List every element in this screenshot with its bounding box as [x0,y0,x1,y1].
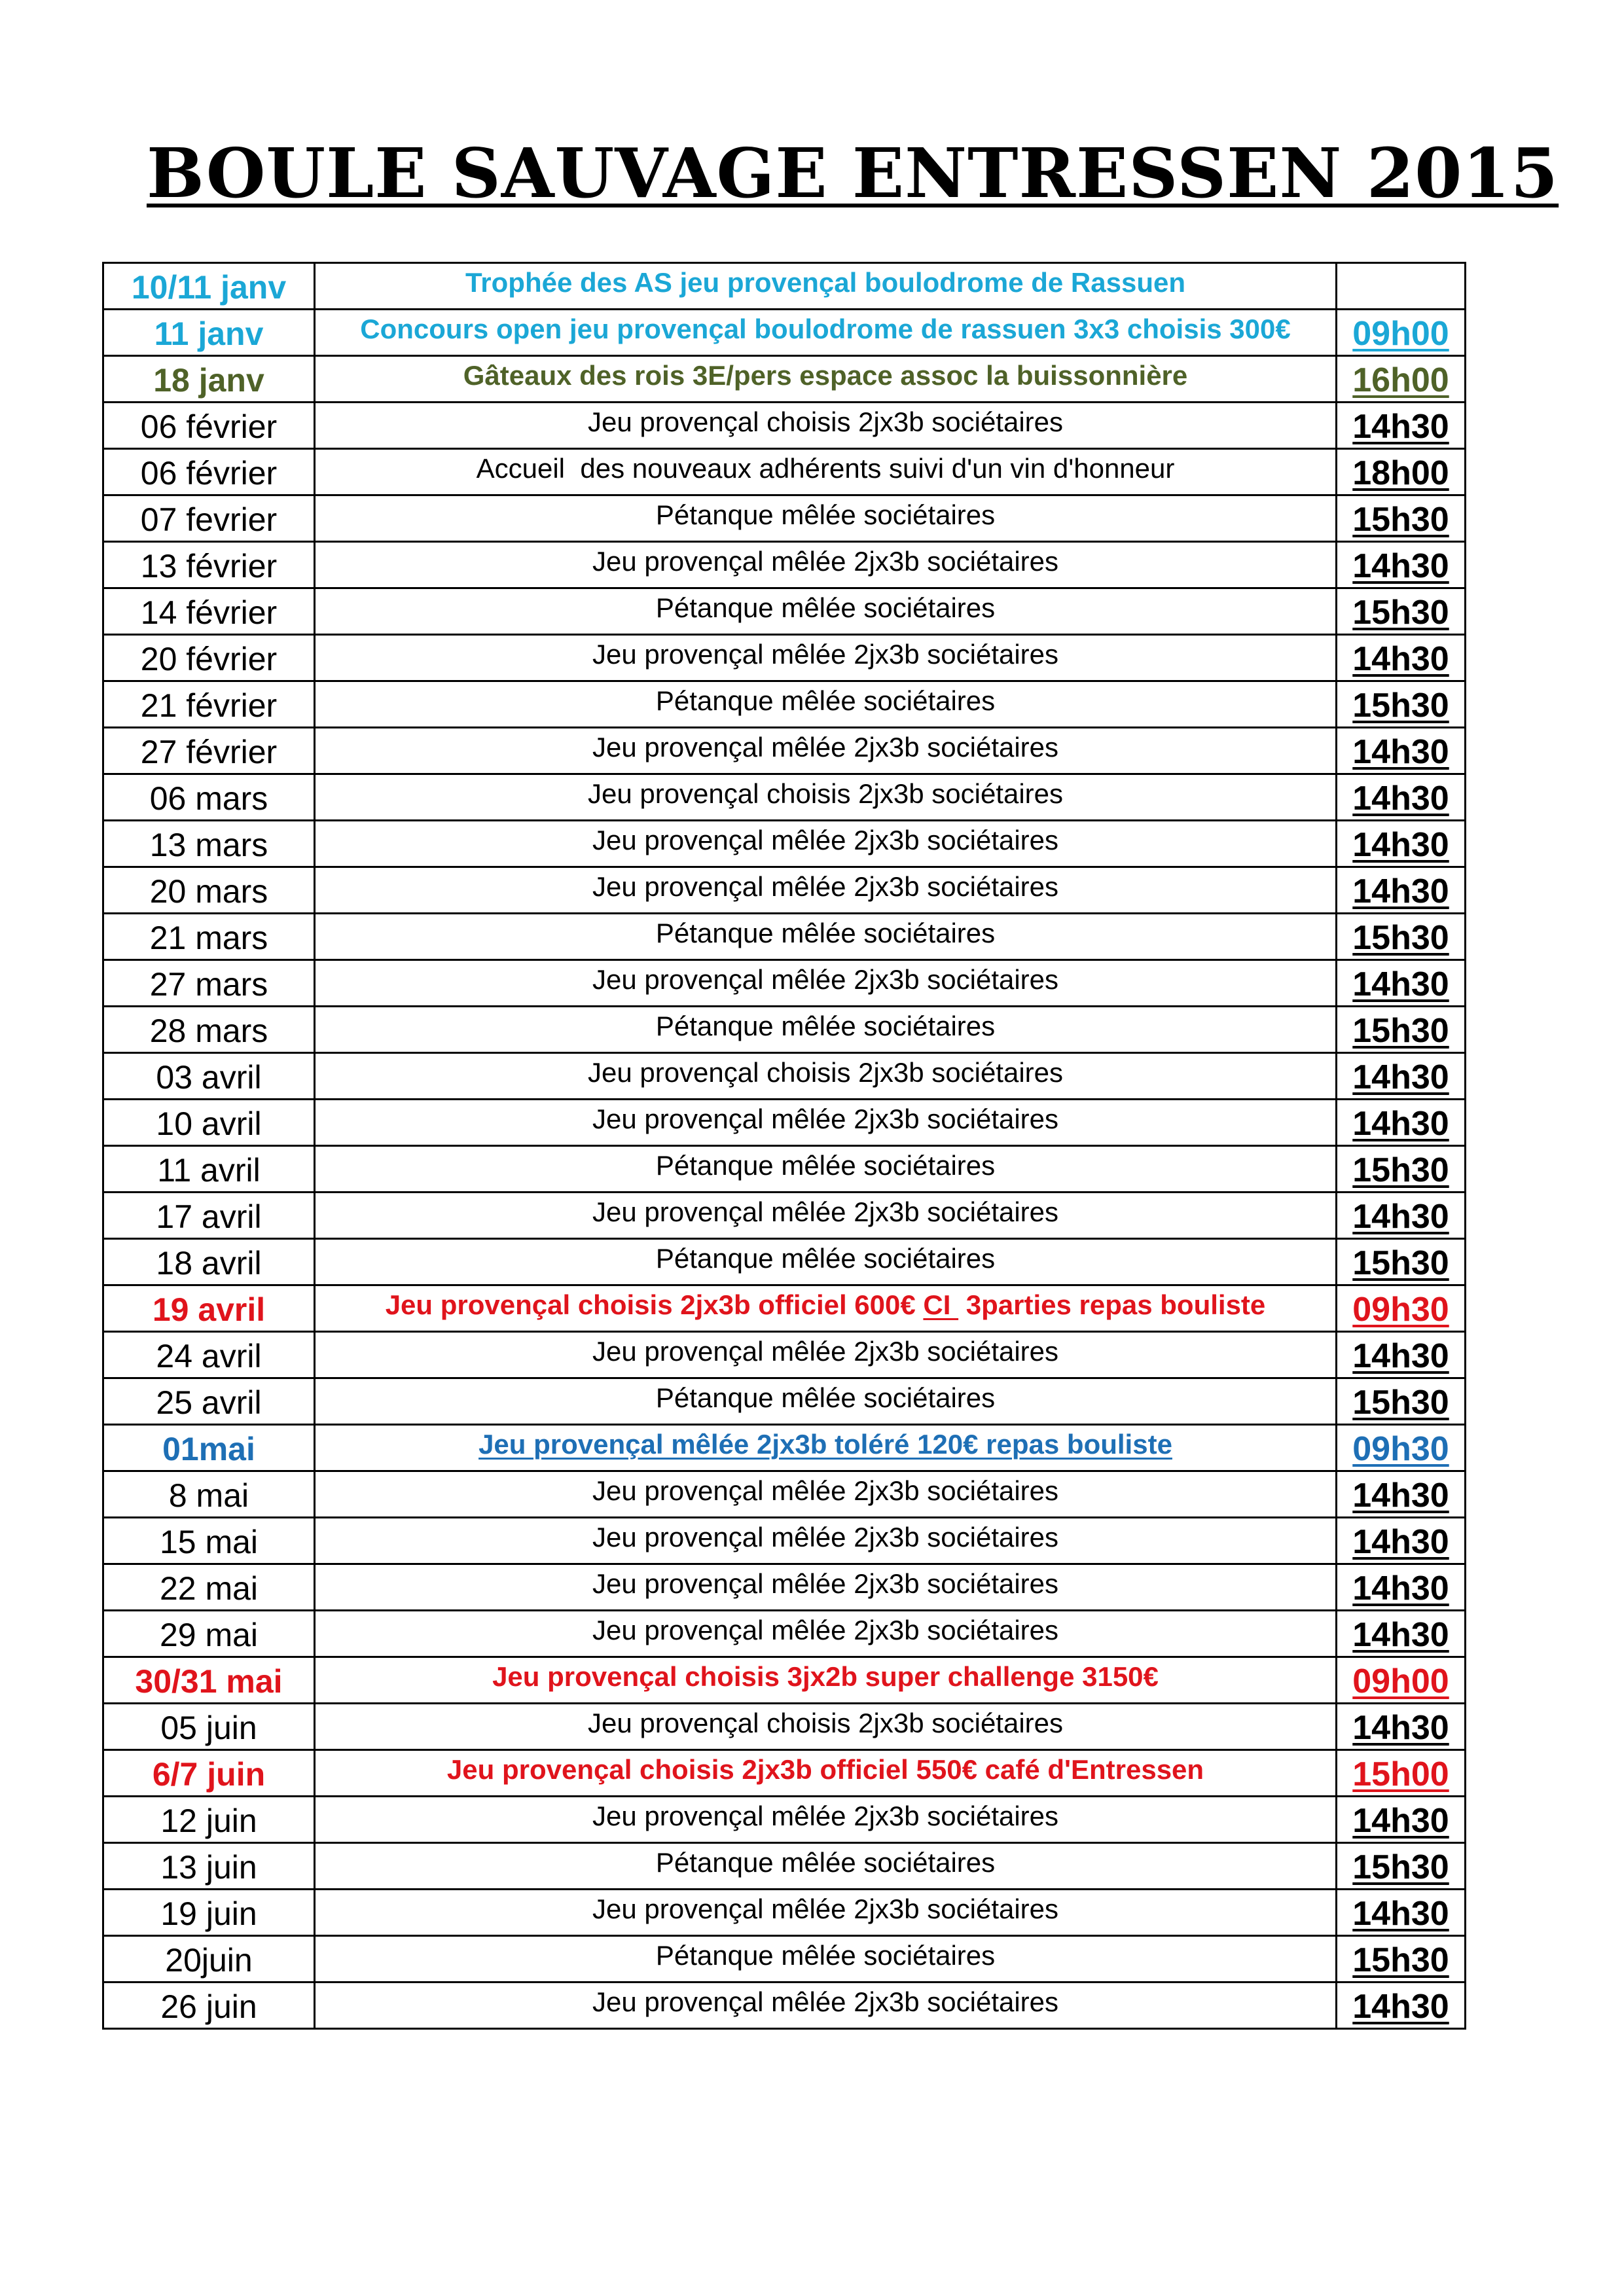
time-cell: 14h30 [1337,821,1466,867]
date-cell: 29 mai [103,1611,315,1657]
time-cell: 14h30 [1337,1611,1466,1657]
table-row [103,635,1466,681]
table-row [103,495,1466,542]
event-cell: Pétanque mêlée sociétaires [315,1239,1337,1285]
date-cell: 03 avril [103,1053,315,1100]
table-row [103,1518,1466,1564]
date-cell: 27 février [103,728,315,774]
table-row [103,681,1466,728]
page-title: BOULE SAUVAGE ENTRESSEN 2015 [147,133,1559,213]
event-cell: Jeu provençal mêlée 2jx3b sociétaires [315,1332,1337,1378]
table-row [103,310,1466,356]
date-cell: 28 mars [103,1007,315,1053]
table-row [103,1425,1466,1471]
time-cell: 14h30 [1337,1518,1466,1564]
time-cell: 16h00 [1337,356,1466,403]
date-cell: 20 février [103,635,315,681]
table-row [103,403,1466,449]
date-cell: 13 mars [103,821,315,867]
time-cell: 14h30 [1337,1471,1466,1518]
date-cell: 6/7 juin [103,1750,315,1797]
date-cell: 12 juin [103,1797,315,1843]
event-cell: Jeu provençal mêlée 2jx3b sociétaires [315,960,1337,1007]
table-row [103,960,1466,1007]
schedule-body [103,263,1466,2029]
date-cell: 01mai [103,1425,315,1471]
event-cell: Jeu provençal mêlée 2jx3b sociétaires [315,867,1337,914]
table-row [103,1239,1466,1285]
date-cell: 26 juin [103,1982,315,2029]
time-cell: 15h30 [1337,1007,1466,1053]
date-cell: 24 avril [103,1332,315,1378]
date-cell: 21 février [103,681,315,728]
event-cell: Jeu provençal choisis 3jx2b super challenge 3150€ [315,1657,1337,1704]
time-cell: 15h00 [1337,1750,1466,1797]
table-row [103,1564,1466,1611]
time-cell: 09h30 [1337,1425,1466,1471]
table-row [103,914,1466,960]
table-row [103,1053,1466,1100]
date-cell: 13 février [103,542,315,588]
event-cell: Jeu provençal mêlée 2jx3b sociétaires [315,1611,1337,1657]
event-cell: Pétanque mêlée sociétaires [315,495,1337,542]
table-row [103,774,1466,821]
time-cell: 15h30 [1337,1843,1466,1890]
event-cell: Jeu provençal mêlée 2jx3b toléré 120€ repas bouliste [315,1425,1337,1471]
event-cell: Jeu provençal choisis 2jx3b sociétaires [315,774,1337,821]
table-row [103,1843,1466,1890]
event-cell: Jeu provençal mêlée 2jx3b sociétaires [315,1890,1337,1936]
time-cell: 14h30 [1337,1332,1466,1378]
date-cell: 05 juin [103,1704,315,1750]
event-cell: Jeu provençal choisis 2jx3b sociétaires [315,1704,1337,1750]
date-cell: 22 mai [103,1564,315,1611]
event-cell: Pétanque mêlée sociétaires [315,1378,1337,1425]
event-cell: Jeu provençal mêlée 2jx3b sociétaires [315,1797,1337,1843]
table-row [103,1982,1466,2029]
date-cell: 15 mai [103,1518,315,1564]
time-cell: 14h30 [1337,867,1466,914]
event-cell: Pétanque mêlée sociétaires [315,681,1337,728]
schedule-table [102,262,1466,2030]
time-cell: 15h30 [1337,1239,1466,1285]
date-cell: 19 avril [103,1285,315,1332]
table-row [103,728,1466,774]
event-cell: Jeu provençal mêlée 2jx3b sociétaires [315,821,1337,867]
table-row [103,1936,1466,1982]
date-cell: 06 février [103,403,315,449]
event-cell: Jeu provençal mêlée 2jx3b sociétaires [315,728,1337,774]
event-cell: Pétanque mêlée sociétaires [315,914,1337,960]
time-cell: 14h30 [1337,1193,1466,1239]
date-cell: 27 mars [103,960,315,1007]
time-cell: 15h30 [1337,914,1466,960]
event-cell: Jeu provençal choisis 2jx3b officiel 550€ café d'Entressen [315,1750,1337,1797]
date-cell: 06 mars [103,774,315,821]
event-cell: Jeu provençal mêlée 2jx3b sociétaires [315,1564,1337,1611]
table-row [103,542,1466,588]
event-cell: Trophée des AS jeu provençal boulodrome de Rassuen [315,263,1337,310]
time-cell: 09h00 [1337,1657,1466,1704]
table-row [103,1890,1466,1936]
table-row [103,1657,1466,1704]
event-cell: Gâteaux des rois 3E/pers espace assoc la buissonnière [315,356,1337,403]
date-cell: 20 mars [103,867,315,914]
event-cell: Jeu provençal mêlée 2jx3b sociétaires [315,542,1337,588]
event-cell: Jeu provençal mêlée 2jx3b sociétaires [315,1471,1337,1518]
table-row [103,867,1466,914]
table-row [103,588,1466,635]
table-row [103,1750,1466,1797]
time-cell: 15h30 [1337,495,1466,542]
event-cell: Pétanque mêlée sociétaires [315,1843,1337,1890]
table-row [103,821,1466,867]
date-cell: 18 janv [103,356,315,403]
date-cell: 06 février [103,449,315,495]
table-row [103,1100,1466,1146]
table-row [103,1285,1466,1332]
date-cell: 19 juin [103,1890,315,1936]
date-cell: 10/11 janv [103,263,315,310]
event-cell: Concours open jeu provençal boulodrome de rassuen 3x3 choisis 300€ [315,310,1337,356]
time-cell: 15h30 [1337,588,1466,635]
table-row [103,1704,1466,1750]
date-cell: 11 avril [103,1146,315,1193]
event-cell: Jeu provençal mêlée 2jx3b sociétaires [315,1518,1337,1564]
date-cell: 07 fevrier [103,495,315,542]
date-cell: 10 avril [103,1100,315,1146]
date-cell: 25 avril [103,1378,315,1425]
event-cell: Accueil des nouveaux adhérents suivi d'un vin d'honneur [315,449,1337,495]
event-cell: Jeu provençal choisis 2jx3b sociétaires [315,1053,1337,1100]
table-row [103,1378,1466,1425]
table-row [103,263,1466,310]
event-text-after: 3parties repas bouliste [958,1289,1266,1320]
time-cell: 14h30 [1337,774,1466,821]
time-cell: 14h30 [1337,635,1466,681]
event-cell: Jeu provençal mêlée 2jx3b sociétaires [315,635,1337,681]
table-row [103,1007,1466,1053]
time-cell: 15h30 [1337,1378,1466,1425]
date-cell: 21 mars [103,914,315,960]
date-cell: 14 février [103,588,315,635]
date-cell: 13 juin [103,1843,315,1890]
time-cell: 14h30 [1337,728,1466,774]
time-cell: 14h30 [1337,542,1466,588]
time-cell: 15h30 [1337,1936,1466,1982]
event-cell [315,1285,1337,1332]
table-row [103,1193,1466,1239]
time-cell: 18h00 [1337,449,1466,495]
event-text: Jeu provençal choisis 2jx3b officiel 600€ [385,1289,924,1320]
date-cell: 20juin [103,1936,315,1982]
event-text-underlined: CI [923,1289,959,1320]
table-row [103,1611,1466,1657]
event-cell: Jeu provençal mêlée 2jx3b sociétaires [315,1193,1337,1239]
time-cell: 14h30 [1337,1797,1466,1843]
time-cell: 14h30 [1337,1100,1466,1146]
table-row [103,1146,1466,1193]
event-cell: Pétanque mêlée sociétaires [315,1936,1337,1982]
date-cell: 18 avril [103,1239,315,1285]
time-cell: 14h30 [1337,1890,1466,1936]
event-cell: Pétanque mêlée sociétaires [315,1007,1337,1053]
date-cell: 8 mai [103,1471,315,1518]
date-cell: 17 avril [103,1193,315,1239]
time-cell: 09h30 [1337,1285,1466,1332]
time-cell: 15h30 [1337,681,1466,728]
table-row [103,1797,1466,1843]
time-cell: 14h30 [1337,960,1466,1007]
time-cell: 14h30 [1337,1704,1466,1750]
event-cell: Jeu provençal choisis 2jx3b sociétaires [315,403,1337,449]
time-cell: 15h30 [1337,1146,1466,1193]
time-cell: 09h00 [1337,310,1466,356]
table-row [103,1332,1466,1378]
time-cell [1337,263,1466,310]
event-cell: Pétanque mêlée sociétaires [315,588,1337,635]
event-cell: Jeu provençal mêlée 2jx3b sociétaires [315,1982,1337,2029]
table-row [103,356,1466,403]
time-cell: 14h30 [1337,1564,1466,1611]
time-cell: 14h30 [1337,1053,1466,1100]
time-cell: 14h30 [1337,403,1466,449]
table-row [103,1471,1466,1518]
time-cell: 14h30 [1337,1982,1466,2029]
table-row [103,449,1466,495]
event-cell: Pétanque mêlée sociétaires [315,1146,1337,1193]
date-cell: 11 janv [103,310,315,356]
event-cell: Jeu provençal mêlée 2jx3b sociétaires [315,1100,1337,1146]
date-cell: 30/31 mai [103,1657,315,1704]
